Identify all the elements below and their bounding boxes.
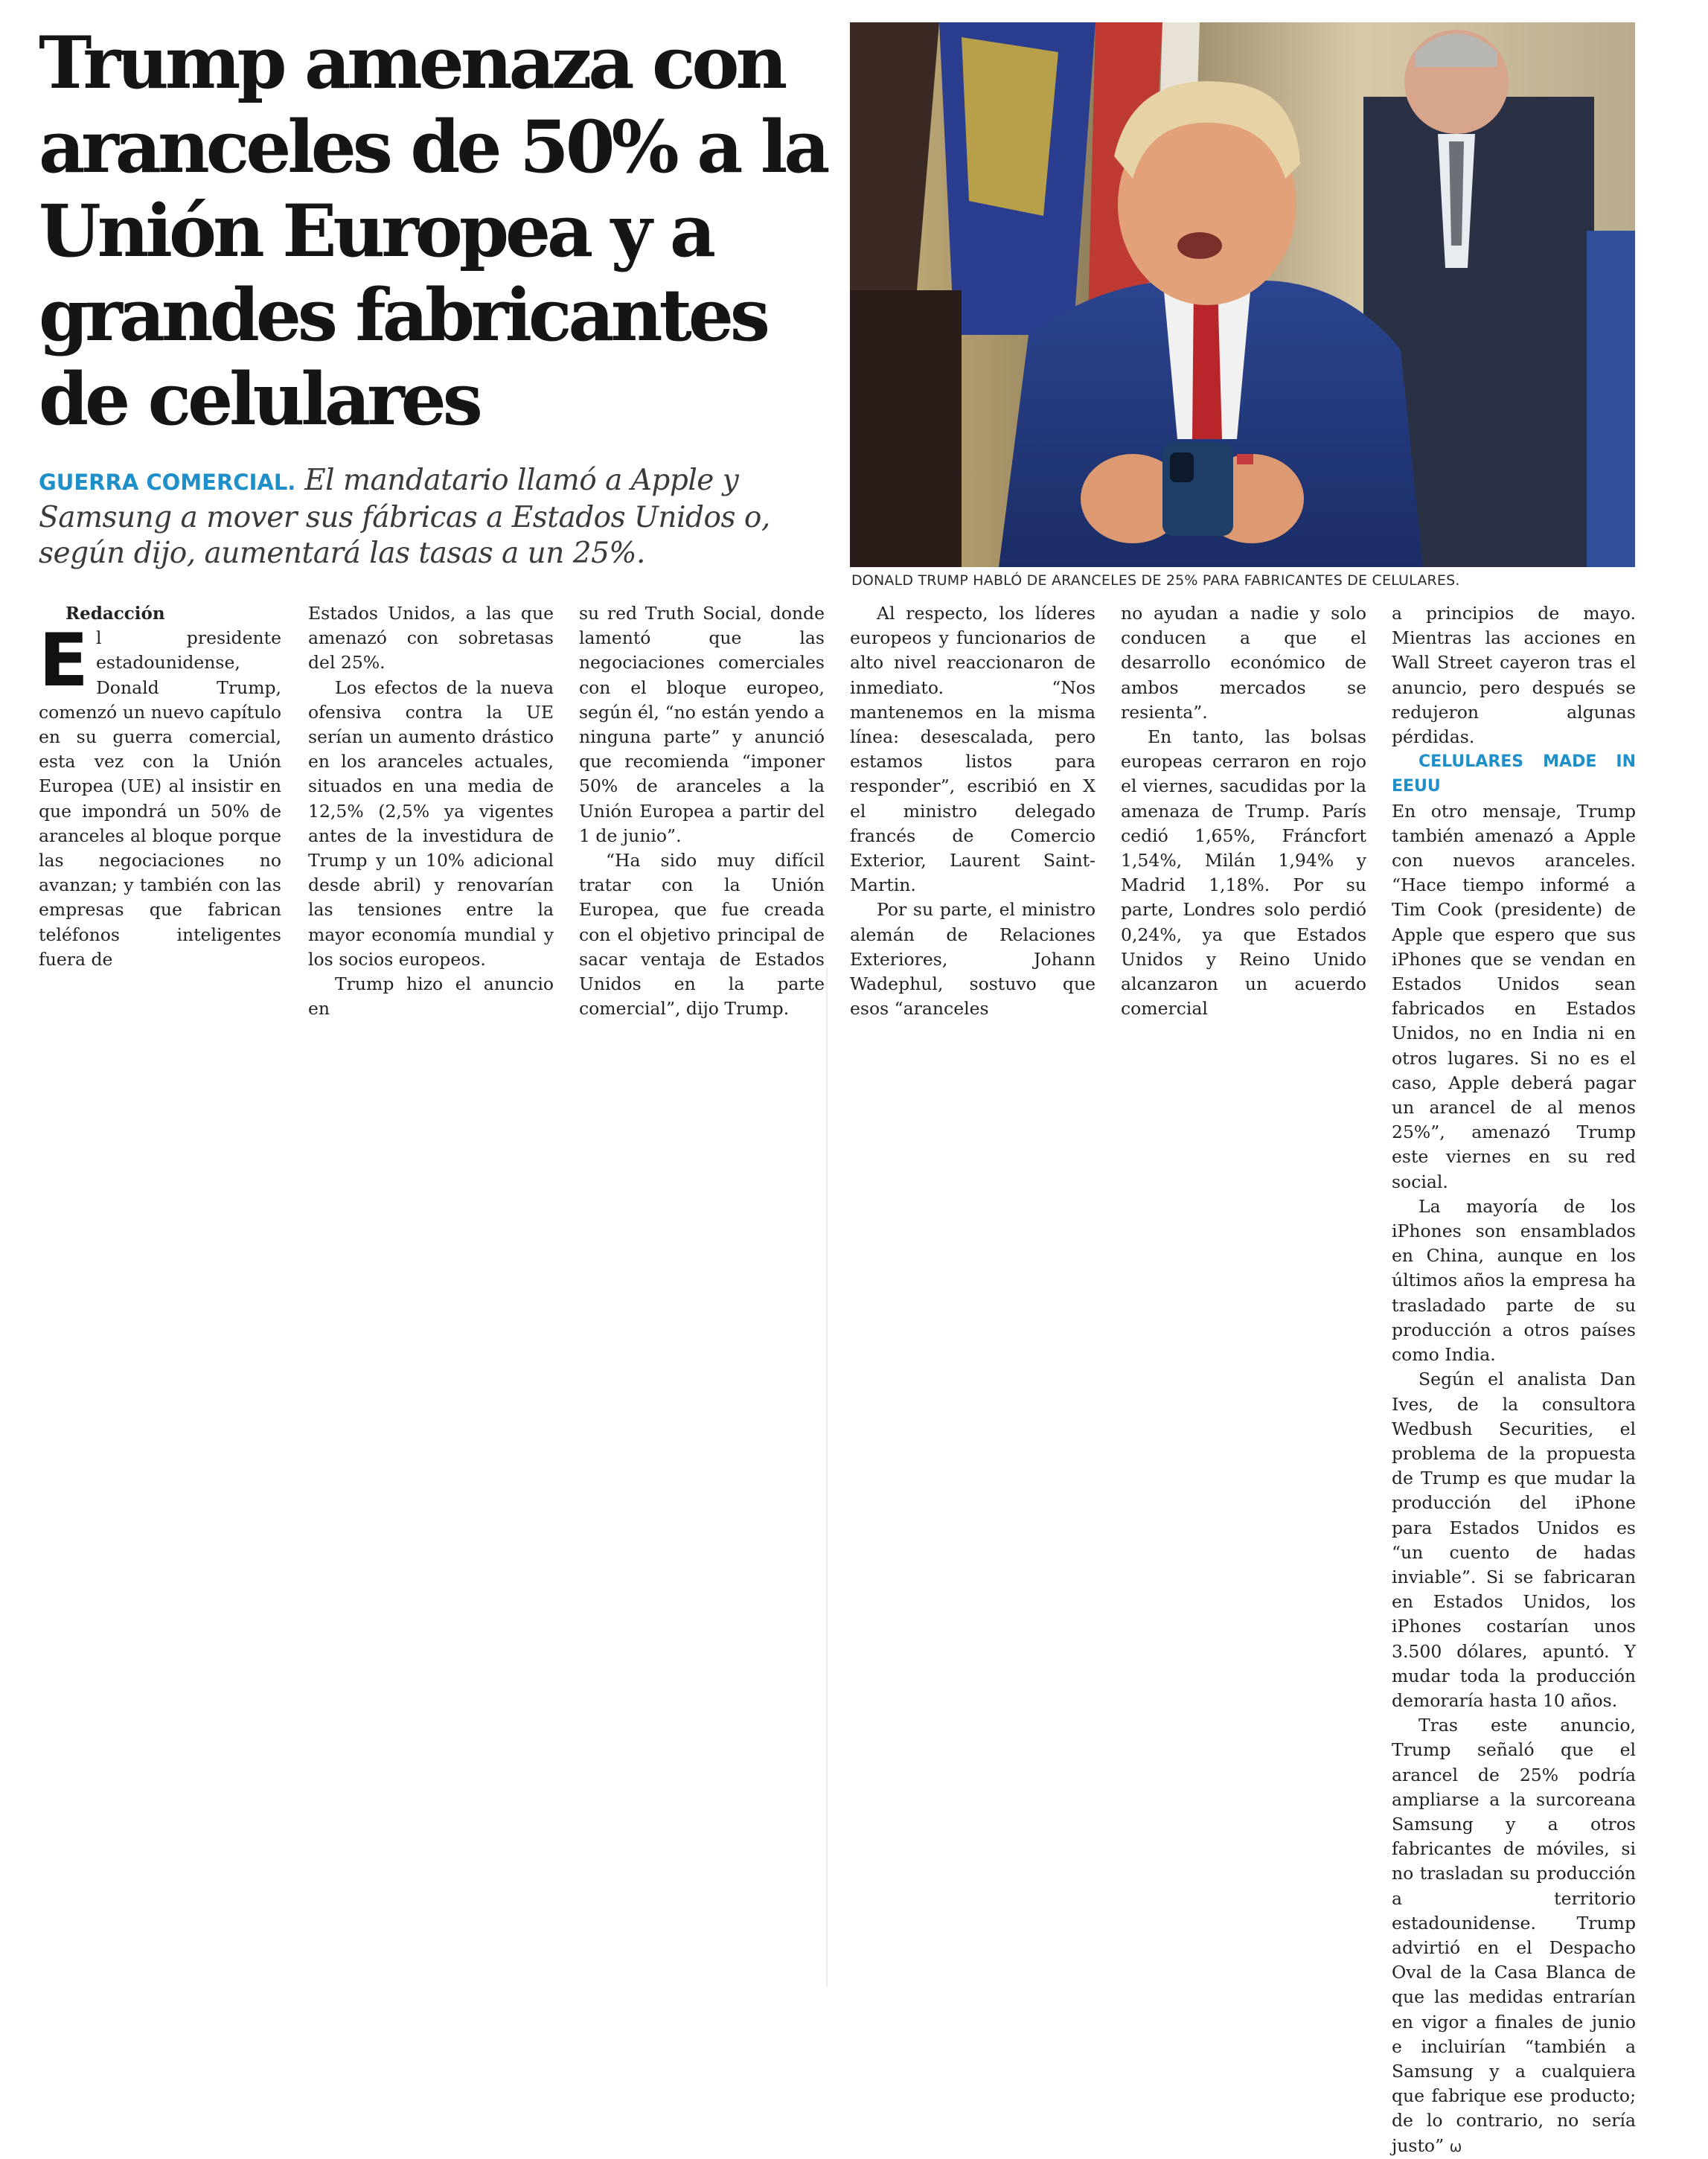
column-divider xyxy=(826,967,828,1987)
article-paragraph: En tanto, las bolsas europeas cerraron en rojo el viernes, sacudidas por la amenaza de Trump. París cedió 1,65%, Fráncfort 1,54%, Milán 1,94% y Madrid 1,18%. Por su parte, Londres solo perdió 0,24%, ya que Estados Unidos y Reino Unido alcanzaron un acuerdo comercial xyxy=(1121,726,1366,1020)
byline: Redacción xyxy=(65,604,165,624)
deck xyxy=(39,463,835,572)
article-paragraph xyxy=(1392,1713,1636,2159)
article-paragraph xyxy=(39,618,281,972)
article-column-1 xyxy=(39,601,281,972)
article-paragraph: Trump hizo el anuncio en xyxy=(308,973,554,1020)
article-paragraph: Según el analista Dan Ives, de la consultora Wedbush Securities, el problema de la propuesta de Trump es que mudar la producción del iPhone para Estados Unidos es “un cuento de hadas inviable”. Si se fabricaran en Estados Unidos, los iPhones costarían unos 3.500 dólares, apuntó. Y mudar toda la producción demoraría hasta 10 años. xyxy=(1392,1369,1636,1711)
article-column-4 xyxy=(850,601,1096,1021)
article-paragraph: Por su parte, el ministro alemán de Relaciones Exteriores, Johann Wadephul, sostuvo que esos “aranceles xyxy=(850,899,1096,1020)
article-text: l presidente estadounidense, Donald Trump, comenzó un nuevo capítulo en su guerra comercial, esta vez con la Unión Europea (UE) al insistir en que impondrá un 50% de aranceles al bloque porque las negociaciones no avanzan; y también con las empresas que fabrican teléfonos inteligentes fuera de xyxy=(39,627,281,970)
article-paragraph: su red Truth Social, donde lamentó que las negociaciones comerciales con el bloque europeo, según él, “no están yendo a ninguna parte” y anunció que recomienda “imponer 50% de aranceles a la Unión Europea a partir del 1 de junio”. xyxy=(579,603,825,846)
article-paragraph: Al respecto, los líderes europeos y funcionarios de alto nivel reaccionaron de inmediato. “Nos mantenemos en la misma línea: desescalada, pero estamos listos para responder”, escribió en X el ministro delegado francés de Comercio Exterior, Laurent Saint-Martin. xyxy=(850,603,1096,896)
article-column-3 xyxy=(579,601,825,1021)
section-subhead: CELULARES MADE IN EEUU xyxy=(1392,752,1636,796)
article-paragraph: no ayudan a nadie y solo conducen a que el desarrollo económico de ambos mercados se resienta”. xyxy=(1121,603,1366,723)
photo-caption: DONALD TRUMP HABLÓ DE ARANCELES DE 25% PARA FABRICANTES DE CELULARES. xyxy=(851,572,1460,589)
article-paragraph: Los efectos de la nueva ofensiva contra la UE serían un aumento drástico en los aranceles actuales, situados en una media de 12,5% (2,5% ya vigentes antes de la investidura de Trump y un 10% adicional desde abril) y renovarían las tensiones entre la mayor economía mundial y los socios europeos. xyxy=(308,677,554,970)
article-paragraph: En otro mensaje, Trump también amenazó a Apple con nuevos aranceles. “Hace tiempo informé a Tim Cook (presidente) de Apple que espero que sus iPhones que se vendan en Estados Unidos sean fabricados en Estados Unidos, no en India ni en otros lugares. Si no es el caso, Apple deberá pagar un arancel de al menos 25%”, amenazó Trump este viernes en su red social. xyxy=(1392,800,1636,1192)
headline: Trump amenaza con aranceles de 50% a la Unión Europea y a grandes fabricantes de celulares xyxy=(39,21,827,441)
end-mark-icon: ω xyxy=(1449,2137,1462,2155)
article-paragraph: Estados Unidos, a las que amenazó con sobretasas del 25%. xyxy=(308,603,554,674)
article-column-6 xyxy=(1392,601,1636,2159)
article-text: Tras este anuncio, Trump señaló que el arancel de 25% podría ampliarse a la surcoreana Samsung y a otros fabricantes de móviles, si no trasladan su producción a territorio estadounidense. Trump advirtió en el Despacho Oval de la Casa Blanca de que las medidas entrarían en vigor a finales de junio e incluirían “también a Samsung y a cualquiera que fabrique ese producto; de lo contrario, no sería justo” xyxy=(1392,1715,1636,2156)
news-photo xyxy=(850,22,1635,567)
article-paragraph: “Ha sido muy difícil tratar con la Unión Europea, que fue creada con el objetivo principal de sacar ventaja de Estados Unidos en la parte comercial”, dijo Trump. xyxy=(579,850,825,1020)
deck-kicker: GUERRA COMERCIAL. xyxy=(39,470,296,495)
deck-text: El mandatario llamó a Apple y Samsung a mover sus fábricas a Estados Unidos o, según dijo, aumentará las tasas a un 25%. xyxy=(39,464,770,570)
dropcap: E xyxy=(39,618,89,704)
article-paragraph: a principios de mayo. Mientras las acciones en Wall Street cayeron tras el anuncio, pero después se redujeron algunas pérdidas. xyxy=(1392,603,1636,748)
article-paragraph: La mayoría de los iPhones son ensamblados en China, aunque en los últimos años la empresa ha trasladado parte de su producción a otros países como India. xyxy=(1392,1195,1636,1366)
article-column-2 xyxy=(308,601,554,1021)
article-column-5 xyxy=(1121,601,1366,1021)
